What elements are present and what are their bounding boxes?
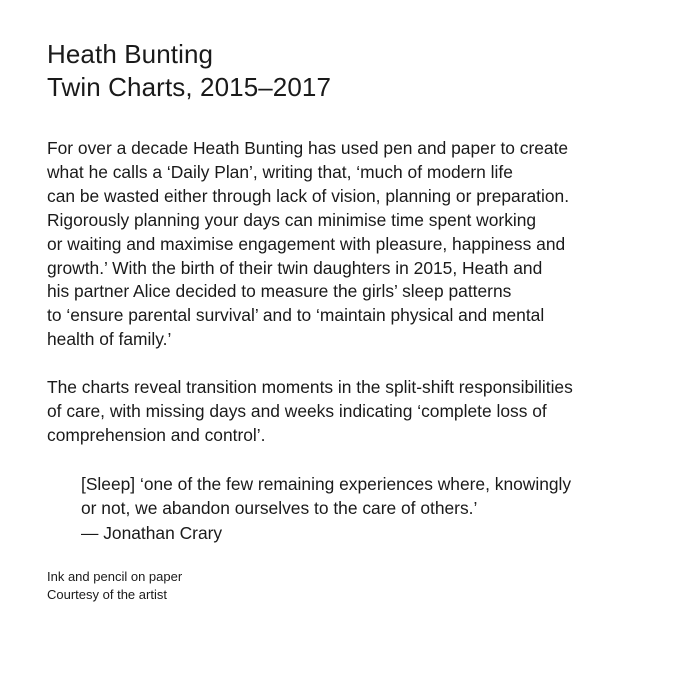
object-credits [47, 568, 667, 604]
description-paragraph-1 [47, 137, 667, 352]
paragraph-line: his partner Alice decided to measure the girls’ sleep patterns [47, 281, 512, 302]
paragraph-line: For over a decade Heath Bunting has used pen and paper to create [47, 138, 569, 158]
quote-line: [Sleep] ‘one of the few remaining experiences where, knowingly [81, 473, 572, 494]
courtesy-text: Courtesy of the artist [47, 587, 167, 603]
paragraph-line: health of family.’ [47, 329, 172, 350]
paragraph-line: can be wasted either through lack of vision, planning or preparation. [47, 185, 570, 206]
paragraph-spacer [47, 352, 667, 376]
paragraph-line: or waiting and maximise engagement with pleasure, happiness and [47, 233, 566, 254]
paragraph-line: Rigorously planning your days can minimise time spent working [47, 209, 537, 230]
paragraph-line: growth.’ With the birth of their twin daughters in 2015, Heath and [47, 257, 543, 278]
paragraph-line: to ‘ensure parental survival’ and to ‘maintain physical and mental [47, 305, 545, 326]
wall-label [47, 38, 667, 604]
description-paragraph-2 [47, 376, 667, 448]
paragraph-line: of care, with missing days and weeks indicating ‘complete loss of [47, 401, 547, 422]
paragraph-line: The charts reveal transition moments in the split-shift responsibilities [47, 377, 573, 398]
medium-text: Ink and pencil on paper [47, 569, 183, 585]
quote-line: or not, we abandon ourselves to the care of others.’ [81, 498, 478, 519]
artist-name: Heath Bunting [47, 39, 214, 69]
label-title [47, 38, 667, 104]
quote-attribution: — Jonathan Crary [81, 522, 223, 543]
paragraph-line: comprehension and control’. [47, 424, 266, 445]
paragraph-line: what he calls a ‘Daily Plan’, writing that, ‘much of modern life [47, 161, 513, 182]
work-title: Twin Charts, 2015–2017 [47, 72, 332, 102]
epigraph-quote [47, 472, 667, 546]
